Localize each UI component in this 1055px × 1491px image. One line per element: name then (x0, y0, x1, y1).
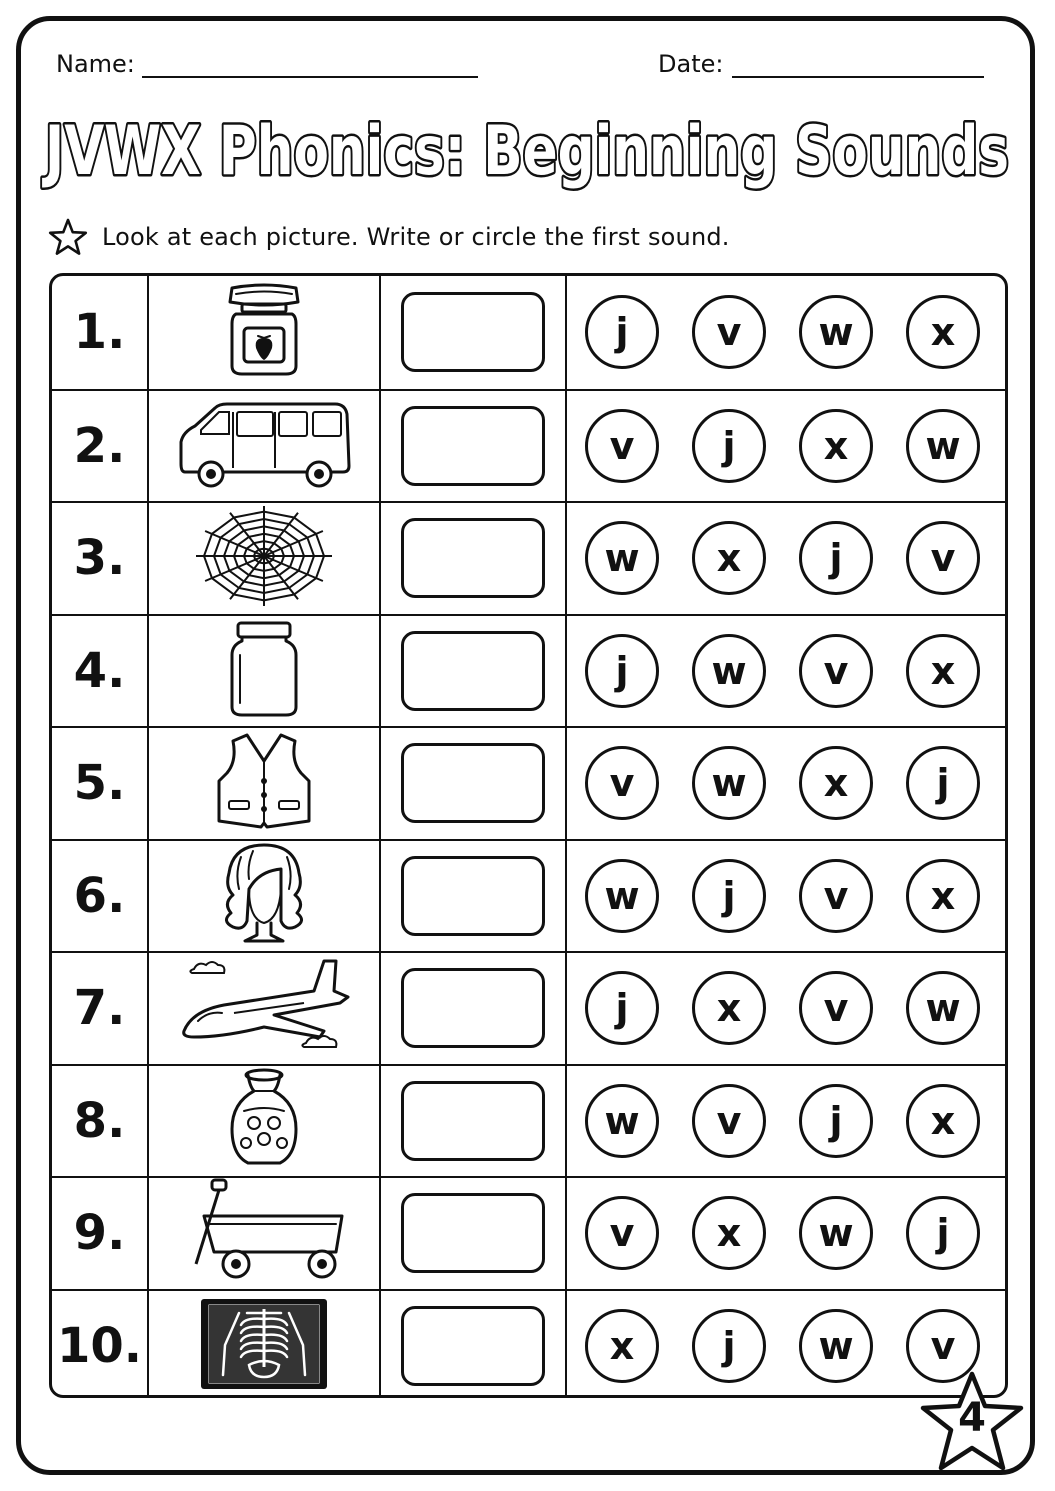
letter-option[interactable]: j (692, 409, 766, 483)
answer-cell (379, 1291, 565, 1399)
answer-cell (379, 276, 565, 389)
answer-box[interactable] (401, 518, 545, 598)
answer-cell (379, 503, 565, 614)
jar-icon (224, 619, 304, 723)
letter-option[interactable]: x (799, 746, 873, 820)
x-ray-icon (199, 1297, 329, 1395)
answer-cell (379, 953, 565, 1064)
star-icon (48, 218, 88, 256)
worksheet-row (52, 1289, 1005, 1399)
row-number: 5. (73, 755, 126, 812)
answer-box[interactable] (401, 292, 545, 372)
title-text: JVWX Phonics: Beginning Sounds (41, 112, 1010, 191)
letter-option[interactable]: x (906, 1084, 980, 1158)
letter-option[interactable]: j (906, 746, 980, 820)
answer-box[interactable] (401, 856, 545, 936)
vest-icon (209, 731, 319, 835)
worksheet-row (52, 951, 1005, 1064)
options-cell (565, 728, 1005, 839)
instructions-text: Look at each picture. Write or circle the first sound. (102, 223, 730, 251)
options-cell (565, 841, 1005, 952)
answer-box[interactable] (401, 968, 545, 1048)
letter-option[interactable]: j (692, 859, 766, 933)
row-number: 9. (73, 1205, 126, 1262)
letter-option[interactable]: v (585, 746, 659, 820)
page-number: 4 (958, 1395, 986, 1441)
row-number: 4. (73, 642, 126, 699)
answer-box[interactable] (401, 1081, 545, 1161)
picture-cell (147, 276, 379, 389)
letter-option[interactable]: w (585, 521, 659, 595)
worksheet-row (52, 389, 1005, 502)
wig-icon (209, 839, 319, 953)
letter-option[interactable]: j (585, 971, 659, 1045)
worksheet-row (52, 276, 1005, 389)
letter-option[interactable]: v (585, 1196, 659, 1270)
worksheet-row (52, 839, 1005, 952)
picture-cell (147, 728, 379, 839)
date-label: Date: (658, 50, 724, 78)
letter-option[interactable]: x (585, 1309, 659, 1383)
row-number: 10. (56, 1317, 143, 1374)
picture-cell (147, 616, 379, 727)
letter-option[interactable]: v (906, 521, 980, 595)
letter-option[interactable]: j (585, 634, 659, 708)
letter-option[interactable]: v (799, 971, 873, 1045)
letter-option[interactable]: v (585, 409, 659, 483)
letter-option[interactable]: v (692, 1084, 766, 1158)
letter-option[interactable]: v (799, 859, 873, 933)
row-number: 6. (73, 867, 126, 924)
letter-option[interactable]: j (799, 521, 873, 595)
web-icon (194, 504, 334, 612)
letter-option[interactable]: x (799, 409, 873, 483)
row-number: 8. (73, 1092, 126, 1149)
options-cell (565, 616, 1005, 727)
letter-option[interactable]: w (799, 1196, 873, 1270)
worksheet-row (52, 1176, 1005, 1289)
letter-option[interactable]: j (906, 1196, 980, 1270)
letter-option[interactable]: w (692, 634, 766, 708)
answer-cell (379, 841, 565, 952)
row-number: 7. (73, 980, 126, 1037)
worksheet-row (52, 614, 1005, 727)
letter-option[interactable]: v (906, 1309, 980, 1383)
worksheet-row (52, 1064, 1005, 1177)
answer-box[interactable] (401, 631, 545, 711)
answer-cell (379, 728, 565, 839)
answer-cell (379, 1066, 565, 1177)
letter-option[interactable]: w (585, 1084, 659, 1158)
letter-option[interactable]: w (906, 971, 980, 1045)
letter-option[interactable]: j (585, 295, 659, 369)
jet-icon (174, 951, 354, 1065)
letter-option[interactable]: x (906, 295, 980, 369)
letter-option[interactable]: x (692, 521, 766, 595)
letter-option[interactable]: x (692, 971, 766, 1045)
van-icon (171, 394, 357, 498)
answer-box[interactable] (401, 406, 545, 486)
picture-cell (147, 1066, 379, 1177)
letter-option[interactable]: j (799, 1084, 873, 1158)
name-field-line[interactable] (142, 76, 478, 78)
options-cell (565, 1178, 1005, 1289)
row-number: 3. (73, 530, 126, 587)
letter-option[interactable]: w (692, 746, 766, 820)
picture-cell (147, 841, 379, 952)
letter-option[interactable]: x (692, 1196, 766, 1270)
worksheet-row (52, 726, 1005, 839)
answer-box[interactable] (401, 1306, 545, 1386)
letter-option[interactable]: j (692, 1309, 766, 1383)
options-cell (565, 503, 1005, 614)
worksheet-row (52, 501, 1005, 614)
row-number: 2. (73, 417, 126, 474)
options-cell (565, 276, 1005, 389)
row-number: 1. (73, 304, 126, 361)
date-field-line[interactable] (732, 76, 984, 78)
answer-cell (379, 616, 565, 727)
jam-jar-icon (214, 280, 314, 384)
letter-option[interactable]: v (692, 295, 766, 369)
letter-option[interactable]: x (906, 634, 980, 708)
worksheet-title (0, 100, 1055, 200)
instructions (48, 215, 730, 259)
vase-icon (224, 1067, 304, 1175)
letter-option[interactable]: w (799, 295, 873, 369)
options-cell (565, 1066, 1005, 1177)
answer-box[interactable] (401, 1193, 545, 1273)
wagon-icon (174, 1176, 354, 1290)
picture-cell (147, 953, 379, 1064)
answer-grid (49, 273, 1008, 1398)
letter-option[interactable]: w (585, 859, 659, 933)
picture-cell (147, 391, 379, 502)
letter-option[interactable]: w (799, 1309, 873, 1383)
answer-cell (379, 391, 565, 502)
letter-option[interactable]: w (906, 409, 980, 483)
options-cell (565, 391, 1005, 502)
letter-option[interactable]: v (799, 634, 873, 708)
options-cell (565, 953, 1005, 1064)
answer-cell (379, 1178, 565, 1289)
letter-option[interactable]: x (906, 859, 980, 933)
picture-cell (147, 503, 379, 614)
answer-box[interactable] (401, 743, 545, 823)
name-label: Name: (56, 50, 135, 78)
picture-cell (147, 1291, 379, 1399)
picture-cell (147, 1178, 379, 1289)
